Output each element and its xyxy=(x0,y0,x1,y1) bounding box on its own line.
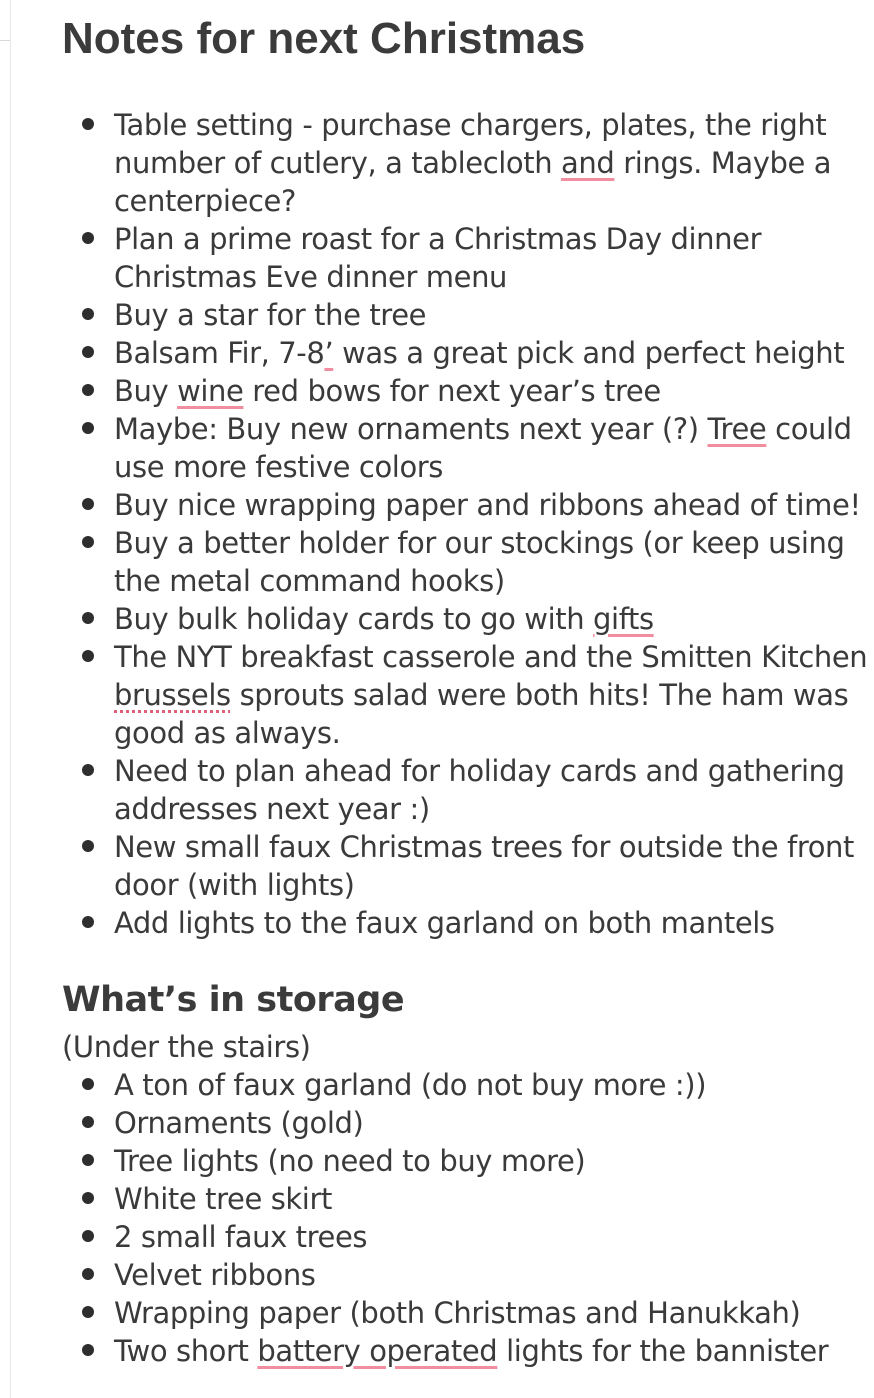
list-item-text: Table setting - purchase chargers, plates, the right number of cutlery, a tablecloth xyxy=(114,108,827,180)
list-item-text: Wrapping paper (both Christmas and Hanukkah) xyxy=(114,1296,801,1330)
bullet-dot-icon xyxy=(82,1116,94,1128)
list-item[interactable] xyxy=(62,296,868,334)
bullet-dot-icon xyxy=(82,498,94,510)
list-item-text: Buy xyxy=(114,374,178,408)
list-item-text: lights for the bannister xyxy=(497,1334,829,1368)
bullet-dot-icon xyxy=(82,118,94,130)
list-item[interactable] xyxy=(62,372,868,410)
list-item[interactable] xyxy=(62,1180,868,1218)
list-item[interactable] xyxy=(62,638,868,752)
list-item[interactable] xyxy=(62,752,868,828)
list-item-text: Add lights to the faux garland on both mantels xyxy=(114,906,775,940)
spellcheck-flagged-word: and xyxy=(561,146,615,180)
list-item[interactable] xyxy=(62,524,868,600)
list-item-text: Maybe: Buy new ornaments next year (?) xyxy=(114,412,708,446)
list-item-text: Buy bulk holiday cards to go with xyxy=(114,602,594,636)
bullet-dot-icon xyxy=(82,1268,94,1280)
list-item-text: Buy a better holder for our stockings (or keep using the metal command hooks) xyxy=(114,526,845,598)
list-item-text: was a great pick and perfect height xyxy=(333,336,845,370)
list-item[interactable] xyxy=(62,1332,868,1370)
list-item-text: Buy nice wrapping paper and ribbons ahead of time! xyxy=(114,488,861,522)
storage-location-note[interactable]: (Under the stairs) xyxy=(62,1030,311,1064)
misspelled-word: brussels xyxy=(114,678,231,712)
list-item-text: The NYT breakfast casserole and the Smitten Kitchen xyxy=(114,640,868,674)
list-item[interactable] xyxy=(62,410,868,486)
list-item-text: sprouts salad were both hits! The ham was good as always. xyxy=(114,678,849,750)
gutter-tick xyxy=(0,40,10,41)
bullet-dot-icon xyxy=(82,232,94,244)
list-item[interactable] xyxy=(62,904,868,942)
list-item[interactable] xyxy=(62,486,868,524)
bullet-dot-icon xyxy=(82,1154,94,1166)
list-item[interactable] xyxy=(62,828,868,904)
spellcheck-flagged-word: Tree xyxy=(707,412,767,446)
bullet-dot-icon xyxy=(82,536,94,548)
bullet-dot-icon xyxy=(82,916,94,928)
list-item-text: Tree lights (no need to buy more) xyxy=(114,1144,586,1178)
bullet-dot-icon xyxy=(82,1078,94,1090)
list-item-text: A ton of faux garland (do not buy more :)) xyxy=(114,1068,707,1102)
list-item[interactable] xyxy=(62,1066,868,1104)
spellcheck-flagged-word: battery operated xyxy=(257,1334,498,1368)
bullet-dot-icon xyxy=(82,384,94,396)
list-item-text: could use more festive colors xyxy=(114,412,852,484)
bullet-dot-icon xyxy=(82,422,94,434)
bullet-dot-icon xyxy=(82,346,94,358)
bullet-dot-icon xyxy=(82,612,94,624)
list-item-text: Two short xyxy=(114,1334,258,1368)
spellcheck-flagged-word: wine xyxy=(177,374,244,408)
list-item-text: Ornaments (gold) xyxy=(114,1106,364,1140)
bullet-dot-icon xyxy=(82,308,94,320)
bullet-dot-icon xyxy=(82,1230,94,1242)
list-item-text: 2 small faux trees xyxy=(114,1220,368,1254)
list-item-text: red bows for next year’s tree xyxy=(243,374,661,408)
bullet-dot-icon xyxy=(82,1306,94,1318)
list-item-text: White tree skirt xyxy=(114,1182,332,1216)
list-item-text: Plan a prime roast for a Christmas Day dinner Christmas Eve dinner menu xyxy=(114,222,762,294)
list-item[interactable] xyxy=(62,1104,868,1142)
storage-list xyxy=(62,1066,868,1370)
list-item[interactable] xyxy=(62,220,868,296)
list-item[interactable] xyxy=(62,1256,868,1294)
editor-gutter-line xyxy=(10,0,11,1398)
list-item-text: Balsam Fir, 7-8 xyxy=(114,336,325,370)
christmas-checklist xyxy=(62,106,868,942)
bullet-dot-icon xyxy=(82,1192,94,1204)
spellcheck-flagged-word: gifts xyxy=(593,602,654,636)
list-item-text: Buy a star for the tree xyxy=(114,298,427,332)
list-item[interactable] xyxy=(62,600,868,638)
list-item-text: Velvet ribbons xyxy=(114,1258,316,1292)
bullet-dot-icon xyxy=(82,1344,94,1356)
note-title[interactable]: Notes for next Christmas xyxy=(62,14,586,63)
spellcheck-flagged-word: ’ xyxy=(324,336,334,370)
storage-heading[interactable]: What’s in storage xyxy=(62,980,405,1020)
bullet-dot-icon xyxy=(82,650,94,662)
bullet-dot-icon xyxy=(82,840,94,852)
list-item[interactable] xyxy=(62,1294,868,1332)
list-item[interactable] xyxy=(62,1142,868,1180)
list-item[interactable] xyxy=(62,1218,868,1256)
bullet-dot-icon xyxy=(82,764,94,776)
list-item-text: rings. Maybe a centerpiece? xyxy=(114,146,832,218)
list-item[interactable] xyxy=(62,106,868,220)
list-item-text: Need to plan ahead for holiday cards and gathering addresses next year :) xyxy=(114,754,845,826)
list-item-text: New small faux Christmas trees for outside the front door (with lights) xyxy=(114,830,854,902)
list-item[interactable] xyxy=(62,334,868,372)
